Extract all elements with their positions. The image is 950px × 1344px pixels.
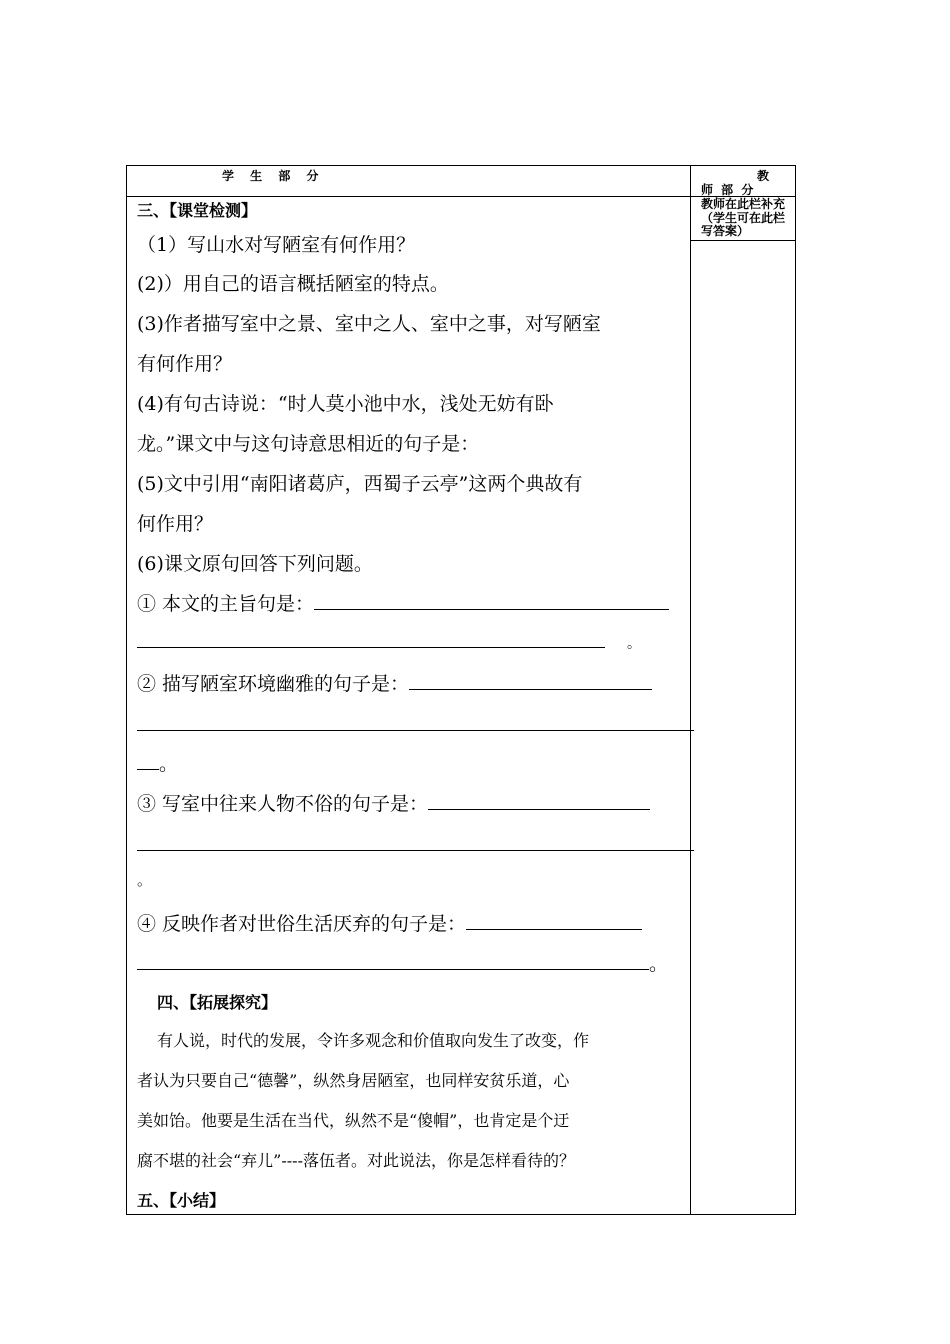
sub-question-3-continued [137, 832, 694, 856]
question-6: (6)课文原句回答下列问题。 [137, 553, 373, 575]
section4-paragraph-line1: 有人说，时代的发展，令许多观念和价值取向发生了改变，作 [157, 1031, 590, 1050]
section4-paragraph-line2: 者认为只要自己“德馨”，纵然身居陋室，也同样安贫乐道，心 [137, 1071, 570, 1090]
teacher-header-part2: 师 部 分 [701, 183, 756, 197]
answer-blank[interactable] [314, 591, 669, 610]
sub-question-1-continued [137, 629, 641, 653]
period: 。 [649, 953, 669, 975]
question-5-line1: (5)文中引用“南阳诸葛庐，西蜀子云亭”这两个典故有 [137, 473, 583, 495]
section5-title: 五、【小结】 [137, 1191, 226, 1210]
sub-question-2-continued [137, 712, 694, 736]
sub-question-4 [137, 909, 642, 936]
sub-question-4-continued [137, 949, 668, 976]
header-divider [127, 196, 690, 197]
sub-question-3-label: ③ 写室中往来人物不俗的句子是： [137, 793, 429, 815]
teacher-header-part1: 教 [757, 169, 770, 183]
sub-question-1-label: ① 本文的主旨句是： [137, 593, 315, 615]
column-divider [690, 166, 691, 1214]
answer-blank[interactable] [428, 791, 650, 810]
period: 。 [159, 753, 179, 775]
question-1: （1）写山水对写陋室有何作用？ [137, 234, 416, 256]
question-5-line2: 何作用？ [137, 513, 214, 535]
answer-blank[interactable] [137, 951, 649, 970]
sub-question-2 [137, 669, 652, 696]
teacher-note-divider [690, 240, 796, 241]
question-4-line1: (4)有句古诗说：“时人莫小池中水，浅处无妨有卧 [137, 393, 554, 415]
period: 。 [627, 636, 641, 652]
question-2: (2)）用自己的语言概括陋室的特点。 [137, 273, 449, 295]
sub-question-3-end: 。 [137, 871, 153, 889]
answer-blank[interactable] [137, 629, 605, 648]
worksheet-table [126, 165, 796, 1215]
answer-blank[interactable] [137, 751, 159, 770]
section3-title: 三、【课堂检测】 [137, 201, 258, 220]
section4-title: 四、【拓展探究】 [157, 993, 278, 1012]
sub-question-4-label: ④ 反映作者对世俗生活厌弃的句子是： [137, 913, 467, 935]
section4-paragraph-line4: 腐不堪的社会“弃儿”----落伍者。对此说法，你是怎样看待的？ [137, 1151, 575, 1170]
question-3-line2: 有何作用？ [137, 353, 233, 375]
sub-question-1 [137, 589, 669, 616]
question-3-line1: (3)作者描写室中之景、室中之人、室中之事，对写陋室 [137, 313, 601, 335]
answer-blank[interactable] [466, 911, 642, 930]
student-section-header: 学 生 部 分 [222, 169, 325, 183]
sub-question-3 [137, 789, 650, 816]
sub-question-2-end [137, 749, 178, 776]
teacher-note: 教师在此栏补充（学生可在此栏写答案） [701, 197, 786, 238]
answer-blank[interactable] [409, 671, 652, 690]
answer-blank[interactable] [137, 832, 694, 851]
sub-question-2-label: ② 描写陋室环境幽雅的句子是： [137, 673, 410, 695]
answer-blank[interactable] [137, 712, 694, 731]
section4-paragraph-line3: 美如饴。他要是生活在当代，纵然不是“傻帽”，也肯定是个迂 [137, 1111, 570, 1130]
question-4-line2: 龙。”课文中与这句诗意思相近的句子是： [137, 433, 480, 455]
